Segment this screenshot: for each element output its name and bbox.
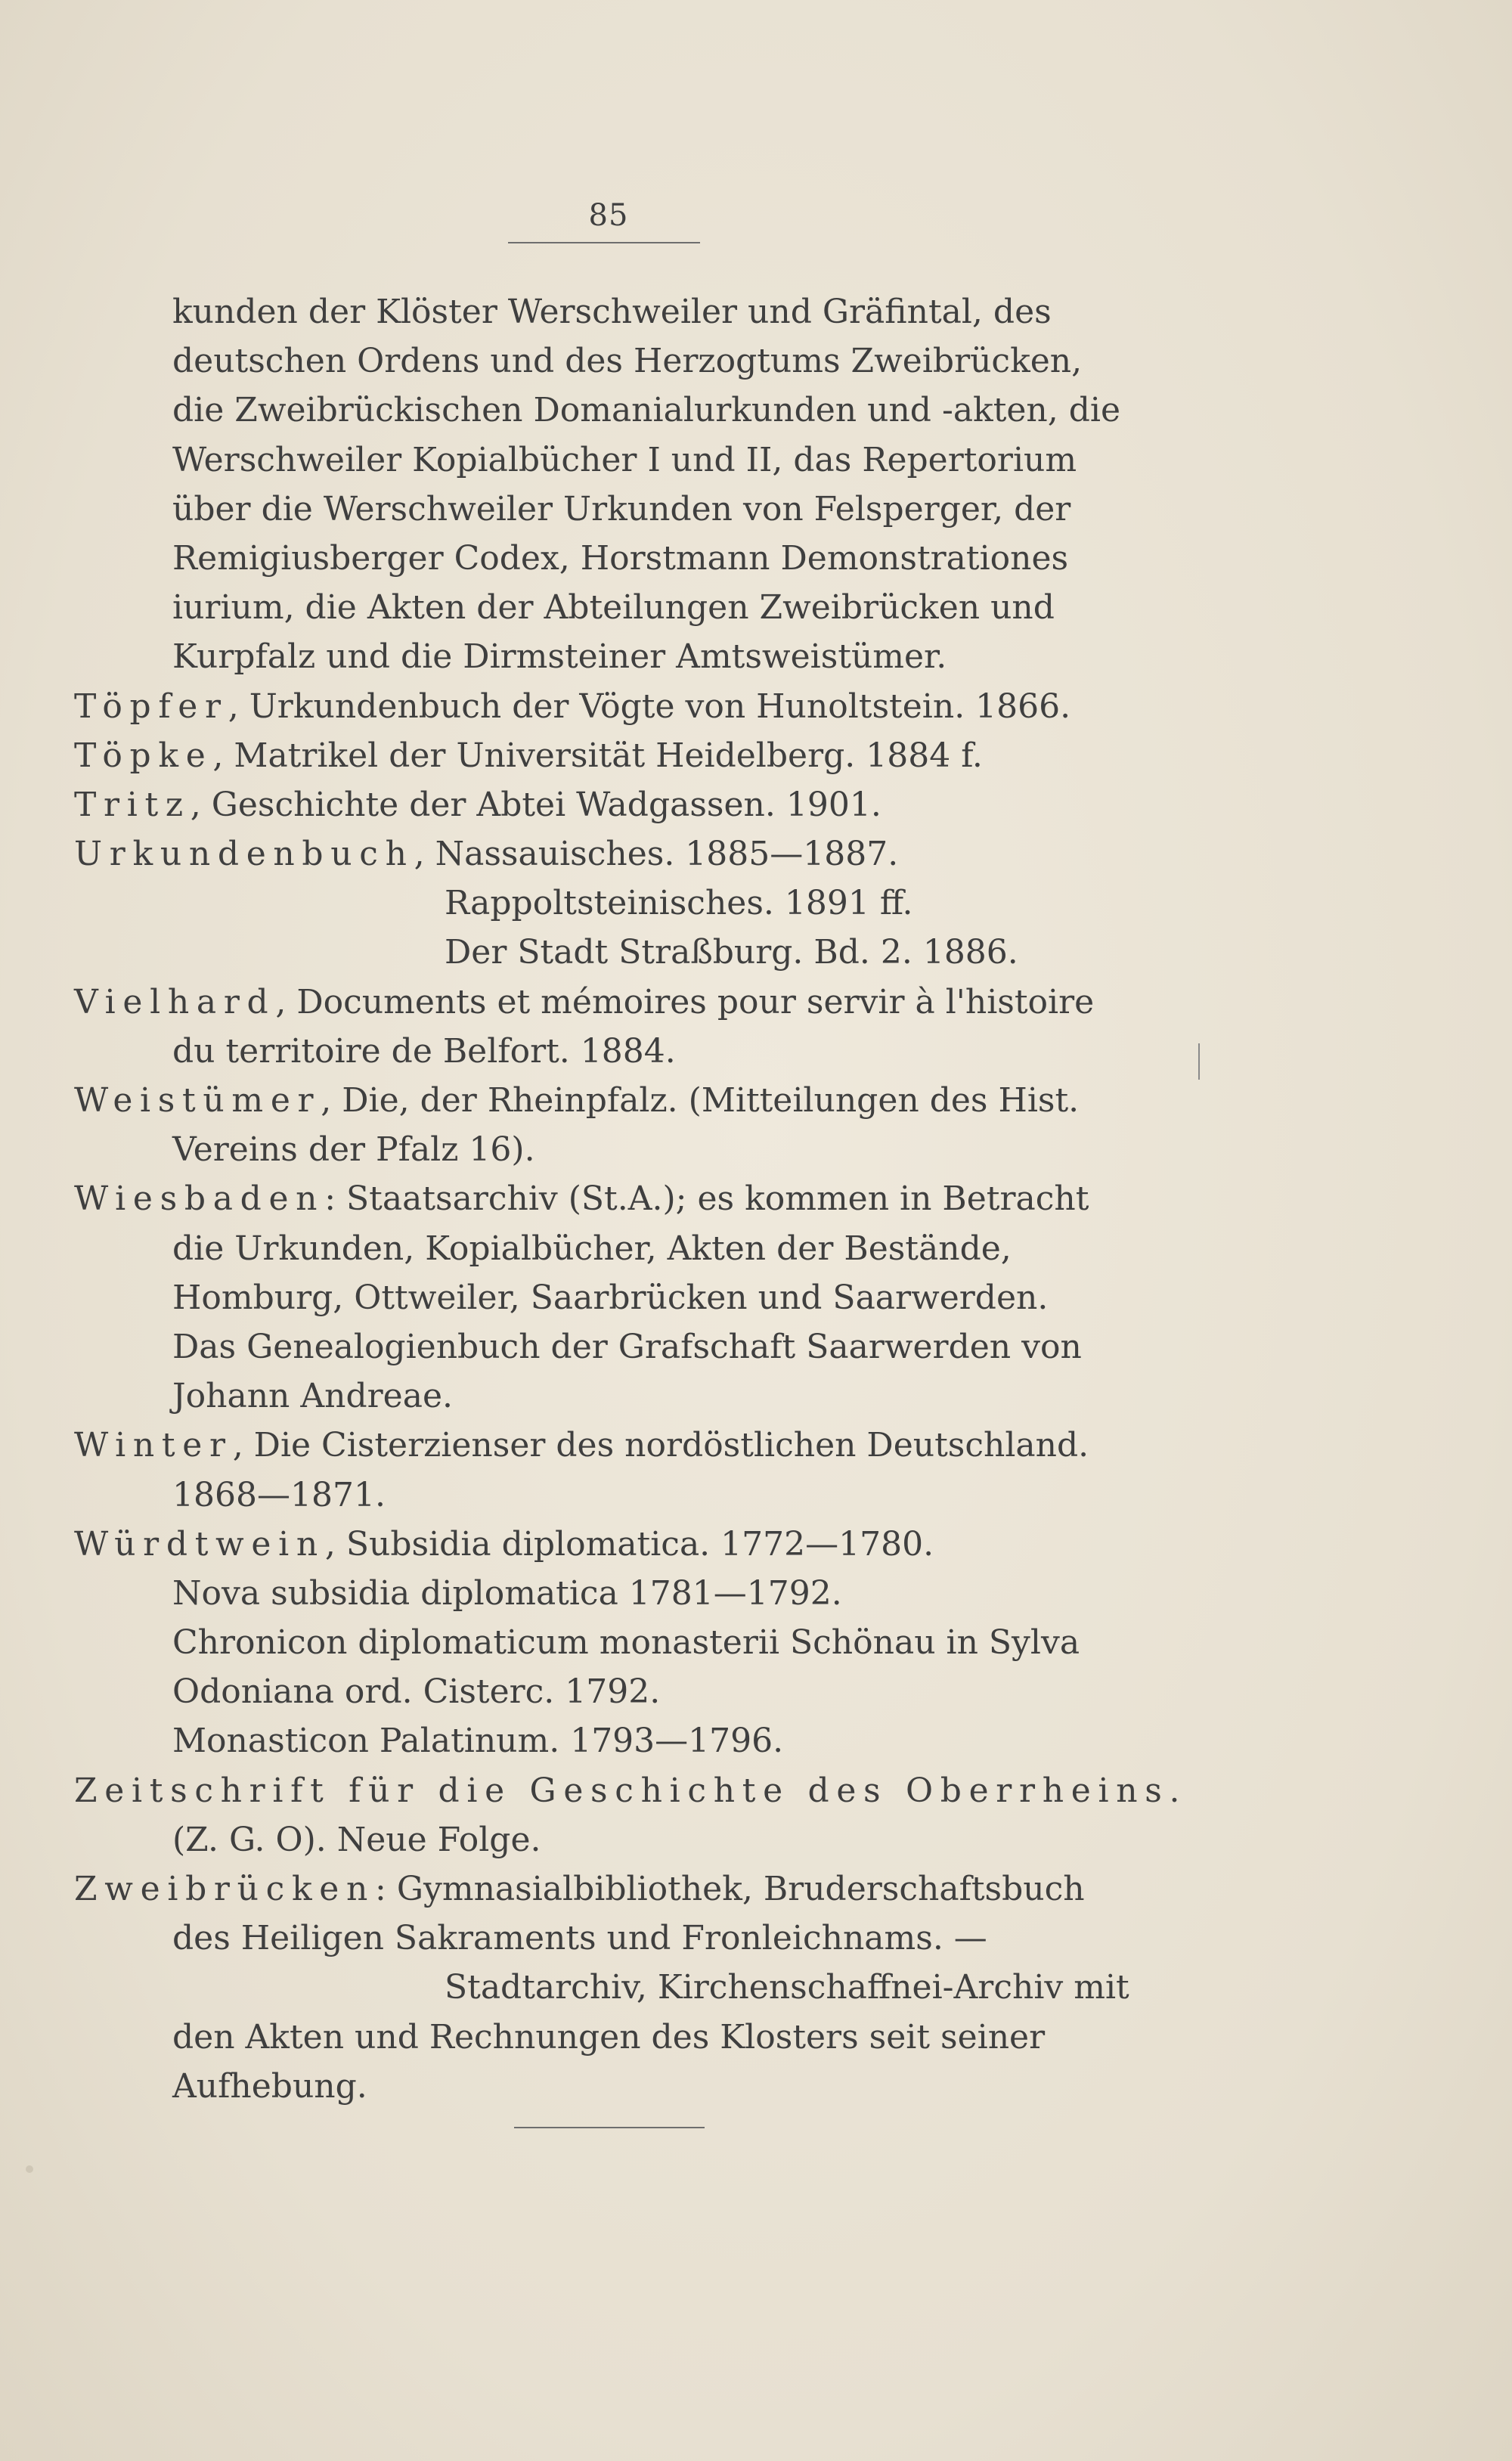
entry-lemma: Vielhard [74,982,276,1021]
text-line: Der Stadt Straßburg. Bd. 2. 1886. [445,933,1018,972]
text-line: Chronicon diplomaticum monasterii Schönau in Sylva [172,1623,1080,1663]
text-line: Das Genealogienbuch der Grafschaft Saarwerden von [172,1327,1082,1366]
entry-lemma: Wiesbaden [74,1179,325,1219]
text-line: des Heiligen Sakraments und Fronleichnams. — [172,1919,987,1958]
text-line: 1868—1871. [172,1475,386,1514]
text-line: Stadtarchiv, Kirchenschaffnei-Archiv mit [445,1968,1129,2007]
text-line: Vereins der Pfalz 16). [172,1130,535,1170]
entry-lemma: Töpfer [74,687,228,726]
entry-lemma: Urkundenbuch [74,835,414,874]
bibliography-entry: Wiesbaden: Staatsarchiv (St.A.); es kommen in Betracht [74,1179,1089,1219]
text-line: die Zweibrückischen Domanialurkunden und -akten, die [172,391,1121,430]
entry-lemma: Würdtwein [74,1524,325,1564]
text-line: die Urkunden, Kopialbücher, Akten der Bestände, [172,1229,1012,1268]
text-line: Remigiusberger Codex, Horstmann Demonstrationes [172,538,1069,578]
entry-lemma: Zeitschrift für die Geschichte des Oberrheins. [74,1771,1188,1810]
text-line: Aufhebung. [172,2066,367,2106]
text-line: Monasticon Palatinum. 1793—1796. [172,1722,784,1761]
entry-lemma: Zweibrücken [74,1870,376,1908]
bibliography-entry: Vielhard, Documents et mémoires pour servir à l'histoire [74,982,1095,1021]
bibliography-entry [74,1766,1188,1815]
text-line: Kurpfalz und die Dirmsteiner Amtsweistümer. [172,637,947,677]
text-line: du territoire de Belfort. 1884. [172,1031,676,1071]
footer-rule [514,2127,705,2128]
text-line: Rappoltsteinisches. 1891 ff. [445,884,913,923]
bibliography-entry: Tritz, Geschichte der Abtei Wadgassen. 1901. [74,785,881,824]
text-line: kunden der Klöster Werschweiler und Gräfintal, des [172,293,1052,331]
entry-lemma: Töpke [74,736,213,775]
text-line: den Akten und Rechnungen des Klosters seit seiner [172,2017,1046,2057]
bibliography-entry: Winter, Die Cisterzienser des nordöstlichen Deutschland. [74,1426,1089,1465]
margin-mark [1198,1043,1200,1080]
bibliography-entry: Töpfer, Urkundenbuch der Vögte von Hunoltstein. 1866. [74,687,1071,726]
text-line: (Z. G. O). Neue Folge. [172,1820,541,1859]
text-line: Nova subsidia diplomatica 1781—1792. [172,1573,842,1613]
bibliography-entry: Zweibrücken: Gymnasialbibliothek, Bruderschaftsbuch [74,1870,1085,1908]
text-line: deutschen Ordens und des Herzogtums Zweibrücken, [172,342,1083,381]
text-line: iurium, die Akten der Abteilungen Zweibrücken und [172,588,1055,628]
text-line: Werschweiler Kopialbücher I und II, das Repertorium [172,440,1077,479]
page-number: 85 [588,198,629,233]
text-line: Johann Andreae. [172,1377,453,1416]
entry-lemma: Winter [74,1426,233,1465]
paper-speck [26,2165,33,2173]
text-line: über die Werschweiler Urkunden von Felsperger, der [172,489,1071,528]
bibliography-entry: Würdtwein, Subsidia diplomatica. 1772—1780. [74,1524,934,1564]
bibliography-list [74,287,1188,2111]
entry-lemma: Tritz [74,785,191,824]
entry-lemma: Weistümer [74,1081,321,1120]
text-line: Odoniana ord. Cisterc. 1792. [172,1672,661,1712]
bibliography-entry: Weistümer, Die, der Rheinpfalz. (Mitteilungen des Hist. [74,1081,1080,1120]
text-line: Homburg, Ottweiler, Saarbrücken und Saarwerden. [172,1278,1049,1317]
bibliography-entry: Urkundenbuch, Nassauisches. 1885—1887. [74,835,899,874]
bibliography-entry: Töpke, Matrikel der Universität Heidelberg. 1884 f. [74,736,983,775]
header-rule [508,242,700,243]
